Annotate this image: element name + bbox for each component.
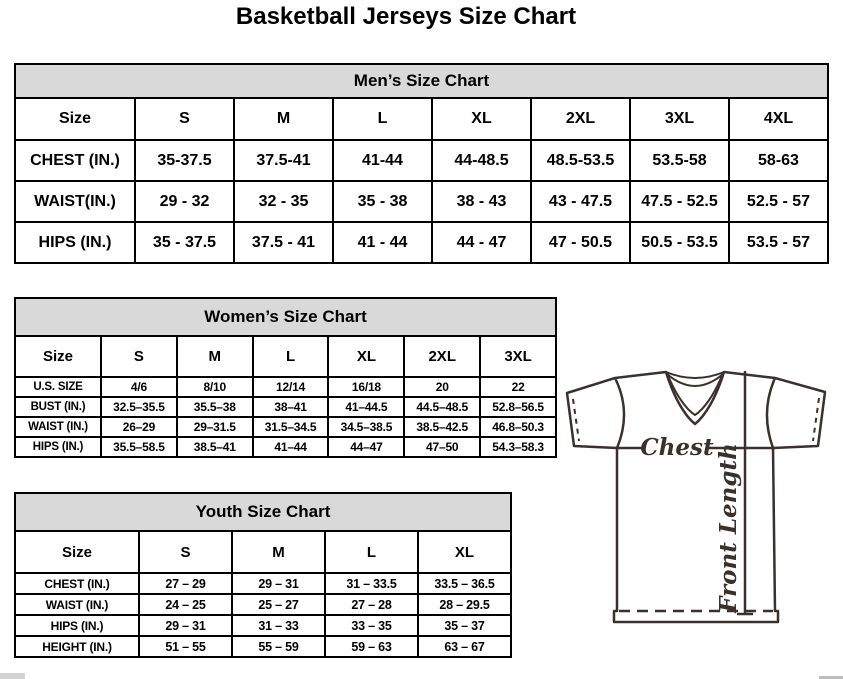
jersey-back-neck-curve (666, 372, 724, 378)
size-cell: 63 – 67 (418, 636, 511, 657)
chest-label: Chest (640, 434, 714, 461)
size-cell: 46.8–50.3 (480, 417, 556, 437)
size-cell: 53.5 - 57 (729, 222, 828, 263)
size-cell: 38 - 43 (432, 181, 531, 222)
size-cell: 35.5–58.5 (101, 437, 177, 457)
size-cell: 35 - 37.5 (135, 222, 234, 263)
size-cell: 20 (404, 377, 480, 397)
column-header: XL (418, 531, 511, 573)
size-cell: 52.5 - 57 (729, 181, 828, 222)
column-header: M (234, 98, 333, 140)
size-cell: 22 (480, 377, 556, 397)
size-cell: 29 – 31 (232, 573, 325, 594)
column-header: M (232, 531, 325, 573)
size-cell: 35.5–38 (177, 397, 253, 417)
size-cell: 51 – 55 (139, 636, 232, 657)
size-cell: 37.5-41 (234, 140, 333, 181)
size-cell: 24 – 25 (139, 594, 232, 615)
front-length-label: Front Length (715, 443, 742, 613)
column-header: 4XL (729, 98, 828, 140)
table-title: Youth Size Chart (15, 493, 511, 531)
size-cell: 48.5-53.5 (531, 140, 630, 181)
size-cell: 54.3–58.3 (480, 437, 556, 457)
size-cell: 47.5 - 52.5 (630, 181, 729, 222)
row-label: BUST (IN.) (15, 397, 101, 417)
size-cell: 41–44 (253, 437, 329, 457)
column-header: Size (15, 98, 135, 140)
womens-size-table (14, 297, 557, 458)
jersey-right-sleeve (773, 378, 825, 448)
size-cell: 53.5-58 (630, 140, 729, 181)
size-cell: 31 – 33 (232, 615, 325, 636)
size-cell: 38–41 (253, 397, 329, 417)
size-cell: 59 – 63 (325, 636, 418, 657)
size-cell: 29 - 32 (135, 181, 234, 222)
size-cell: 33 – 35 (325, 615, 418, 636)
size-cell: 33.5 – 36.5 (418, 573, 511, 594)
row-label: HIPS (IN.) (15, 222, 135, 263)
column-header: Size (15, 336, 101, 377)
column-header: S (101, 336, 177, 377)
size-cell: 50.5 - 53.5 (630, 222, 729, 263)
size-cell: 34.5–38.5 (328, 417, 404, 437)
size-cell: 47–50 (404, 437, 480, 457)
row-label: CHEST (IN.) (15, 140, 135, 181)
size-cell: 47 - 50.5 (531, 222, 630, 263)
size-cell: 43 - 47.5 (531, 181, 630, 222)
size-cell: 25 – 27 (232, 594, 325, 615)
size-cell: 41 - 44 (333, 222, 432, 263)
page-title: Basketball Jerseys Size Chart (235, 3, 577, 30)
column-header: M (177, 336, 253, 377)
size-cell: 38.5–42.5 (404, 417, 480, 437)
column-header: XL (432, 98, 531, 140)
row-label: U.S. SIZE (15, 377, 101, 397)
row-label: HEIGHT (IN.) (15, 636, 139, 657)
column-header: 2XL (531, 98, 630, 140)
size-cell: 32.5–35.5 (101, 397, 177, 417)
row-label: CHEST (IN.) (15, 573, 139, 594)
table-title: Women’s Size Chart (15, 298, 556, 336)
size-cell: 41-44 (333, 140, 432, 181)
size-cell: 26–29 (101, 417, 177, 437)
row-label: WAIST (IN.) (15, 594, 139, 615)
jersey-body (614, 372, 778, 622)
size-cell: 8/10 (177, 377, 253, 397)
mens-size-table (14, 63, 829, 264)
size-cell: 29 – 31 (139, 615, 232, 636)
jersey-measurement-diagram (555, 355, 843, 630)
size-cell: 38.5–41 (177, 437, 253, 457)
size-cell: 4/6 (101, 377, 177, 397)
column-header: 2XL (404, 336, 480, 377)
size-cell: 58-63 (729, 140, 828, 181)
size-cell: 55 – 59 (232, 636, 325, 657)
jersey-diagram-graphic (555, 355, 843, 630)
table-title: Men’s Size Chart (15, 64, 828, 98)
size-cell: 44.5–48.5 (404, 397, 480, 417)
size-cell: 31 – 33.5 (325, 573, 418, 594)
size-cell: 35 - 38 (333, 181, 432, 222)
size-cell: 44 - 47 (432, 222, 531, 263)
youth-size-table (14, 492, 512, 658)
size-cell: 31.5–34.5 (253, 417, 329, 437)
column-header: L (333, 98, 432, 140)
size-cell: 35-37.5 (135, 140, 234, 181)
column-header: S (135, 98, 234, 140)
column-header: Size (15, 531, 139, 573)
size-cell: 27 – 28 (325, 594, 418, 615)
size-cell: 29–31.5 (177, 417, 253, 437)
column-header: 3XL (480, 336, 556, 377)
column-header: 3XL (630, 98, 729, 140)
column-header: XL (328, 336, 404, 377)
page-edge-artifact (0, 673, 25, 679)
size-cell: 44-48.5 (432, 140, 531, 181)
size-cell: 12/14 (253, 377, 329, 397)
row-label: HIPS (IN.) (15, 615, 139, 636)
row-label: HIPS (IN.) (15, 437, 101, 457)
size-cell: 35 – 37 (418, 615, 511, 636)
size-cell: 27 – 29 (139, 573, 232, 594)
column-header: S (139, 531, 232, 573)
size-cell: 52.8–56.5 (480, 397, 556, 417)
row-label: WAIST(IN.) (15, 181, 135, 222)
column-header: L (253, 336, 329, 377)
row-label: WAIST (IN.) (15, 417, 101, 437)
size-cell: 44–47 (328, 437, 404, 457)
column-header: L (325, 531, 418, 573)
size-cell: 41–44.5 (328, 397, 404, 417)
size-cell: 16/18 (328, 377, 404, 397)
size-cell: 37.5 - 41 (234, 222, 333, 263)
size-cell: 32 - 35 (234, 181, 333, 222)
size-cell: 28 – 29.5 (418, 594, 511, 615)
